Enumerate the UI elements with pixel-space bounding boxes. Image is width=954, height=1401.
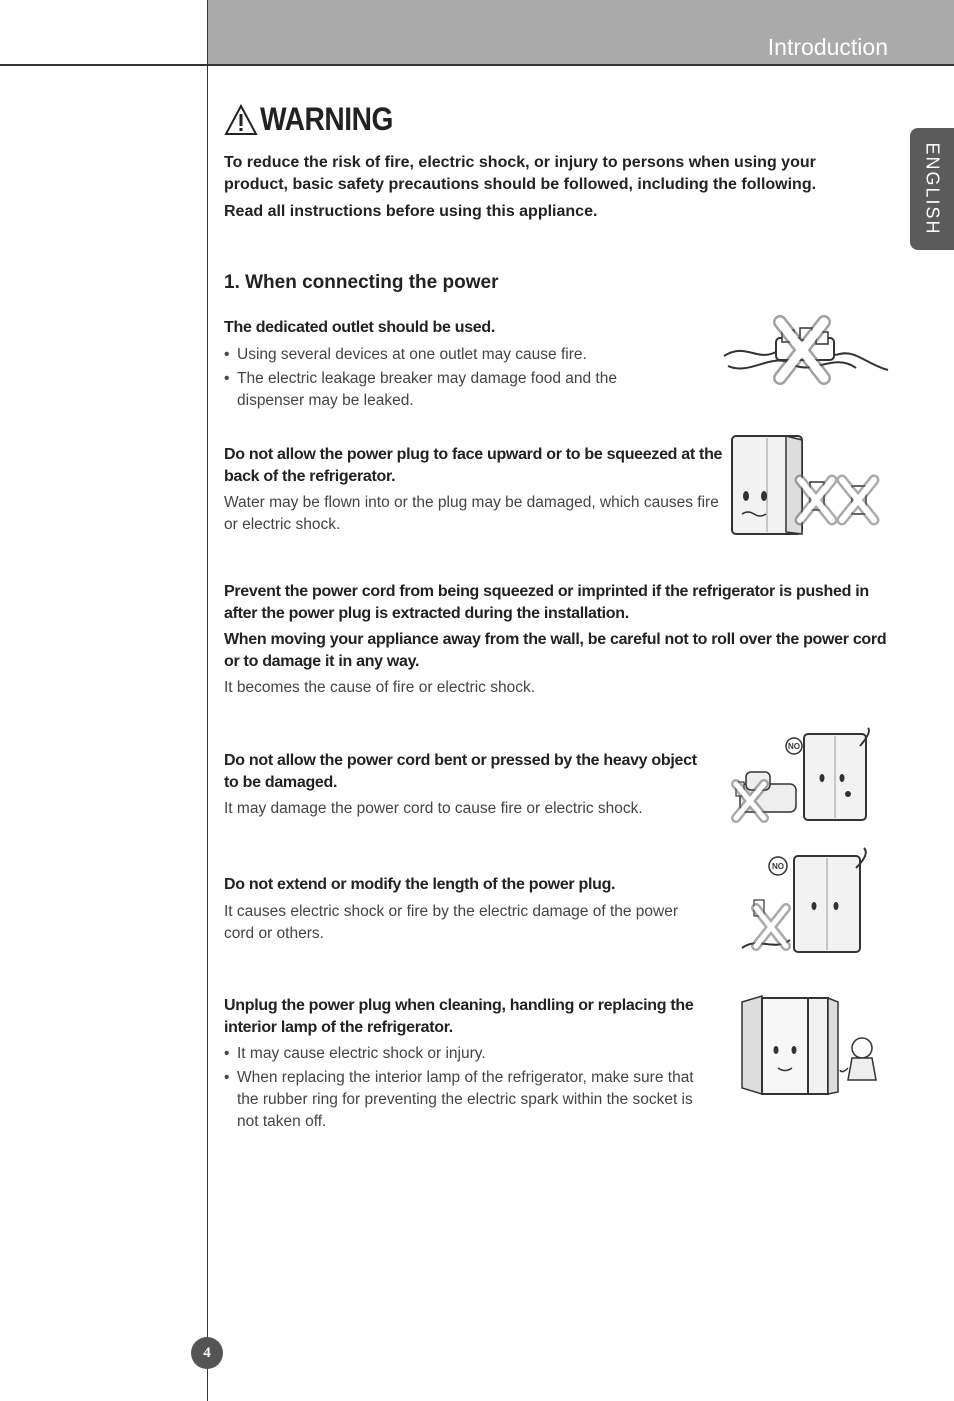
no-label: NO <box>788 742 800 751</box>
bullet: • Using several devices at one outlet may cause fire. <box>224 344 664 366</box>
item-lead: Do not extend or modify the length of the power plug. <box>224 876 616 893</box>
item-dedicated-outlet <box>224 317 664 414</box>
language-tab <box>910 128 954 250</box>
item-bullets <box>224 344 664 412</box>
page-number: 4 <box>191 1337 223 1369</box>
multi-outlet-illustration <box>716 312 892 398</box>
item-body: Water may be flown into or the plug may be damaged, which causes fire or electric shock. <box>224 494 719 533</box>
warning-intro <box>224 152 864 228</box>
item-lead: Unplug the power plug when cleaning, handling or replacing the interior lamp of the refrigerator. <box>224 997 694 1036</box>
no-label: NO <box>772 862 784 871</box>
item-plug-facing <box>224 444 724 536</box>
warning-heading <box>224 101 411 138</box>
bullet: • It may cause electric shock or injury. <box>224 1043 712 1065</box>
unplug-illustration <box>738 992 884 1100</box>
section-title: Introduction <box>767 34 888 60</box>
margin-rule <box>207 0 208 1401</box>
warning-triangle-icon <box>224 104 258 136</box>
item-bullets <box>224 1043 712 1133</box>
item-lead: Do not allow the power plug to face upward or to be squeezed at the back of the refrigerator. <box>224 446 723 485</box>
item-lead: Do not allow the power cord bent or pressed by the heavy object to be damaged. <box>224 752 697 791</box>
item-extend-plug <box>224 874 704 945</box>
item-body: It may damage the power cord to cause fire or electric shock. <box>224 800 643 817</box>
intro-line-2: Read all instructions before using this appliance. <box>224 203 598 220</box>
item-lead: The dedicated outlet should be used. <box>224 319 496 336</box>
bullet: • When replacing the interior lamp of the refrigerator, make sure that the rubber ring for preventing the electric spark within the socket is not taken off. <box>224 1067 712 1133</box>
item-body: It causes electric shock or fire by the electric damage of the power cord or others. <box>224 902 679 942</box>
heavy-object-illustration <box>730 722 878 826</box>
item-cord-squeezed <box>224 581 892 699</box>
item-cord-pressed <box>224 750 704 820</box>
warning-title: WARNING <box>260 101 394 137</box>
bullet: • The electric leakage breaker may damage food and the dispenser may be leaked. <box>224 368 664 412</box>
header-rule <box>0 64 954 66</box>
language-tab-label: ENGLISH <box>922 142 943 236</box>
plug-back-illustration <box>728 432 888 538</box>
item-lead: Prevent the power cord from being squeezed or imprinted if the refrigerator is pushed in after the power plug is extracted during the installation. <box>224 583 869 622</box>
item-unplug-cleaning <box>224 995 712 1135</box>
section-heading: 1. When connecting the power <box>224 272 499 293</box>
item-body: It becomes the cause of fire or electric shock. <box>224 679 535 696</box>
item-lead-2: When moving your appliance away from the wall, be careful not to roll over the power cord or to damage it in any way. <box>224 631 887 670</box>
intro-line-1: To reduce the risk of fire, electric shock, or injury to persons when using your product, basic safety precautions should be followed, including the following. <box>224 154 817 193</box>
extend-plug-illustration <box>738 840 880 956</box>
